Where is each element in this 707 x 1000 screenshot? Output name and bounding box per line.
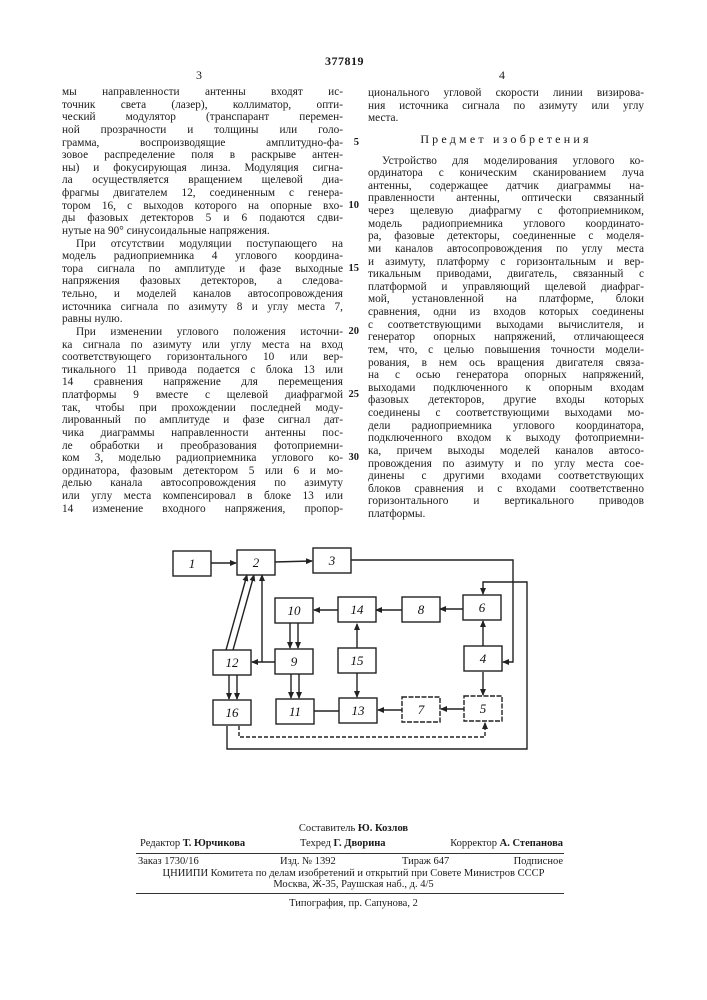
diagram-block-9 <box>275 649 313 674</box>
diagram-block-8 <box>402 597 440 622</box>
corrector-credit <box>450 838 563 849</box>
text-line: тора сигнала по амплитуде и фазе выходные <box>62 263 343 276</box>
compiler-name: Ю. Козлов <box>358 823 408 834</box>
text-line: или углу места компенсировал в блоке 13 или <box>62 490 343 503</box>
text-line: ной прозрачности и толщины или голо- <box>62 124 343 137</box>
text-line: выходами подключенного к опорным входам <box>368 382 644 395</box>
text-line: При изменении углового положения источни- <box>62 326 343 339</box>
text-line: генератор опорных напряжений, отличающееся <box>368 331 644 344</box>
text-line: места. <box>368 112 644 125</box>
techred-label: Техред <box>300 838 331 849</box>
text-line: модель радиоприемника 4 углового координа- <box>62 250 343 263</box>
text-line: антенны, содержащее датчик диаграммы на- <box>368 180 644 193</box>
diagram-block-6 <box>463 595 501 620</box>
block-label: 7 <box>418 702 425 717</box>
text-line: напряжения фазовых детекторов, а следова- <box>62 275 343 288</box>
text-line: ле обработки и преобразования фотоприемни- <box>62 440 343 453</box>
text-line: лированный по амплитуде и фазе сигнал дат- <box>62 414 343 427</box>
text-line: ординатора с коническим сканированием луча <box>368 167 644 180</box>
text-line: подключенного входом к выходу фотоприемни- <box>368 432 644 445</box>
compiler-credit <box>0 823 707 834</box>
block-label: 13 <box>352 703 366 718</box>
text-line: ка, причем выходы моделей каналов автосо- <box>368 445 644 458</box>
text-line: дели радиоприемника углового координатора, <box>368 420 644 433</box>
page-number-left: 3 <box>196 68 202 83</box>
diagram-block-15 <box>338 648 376 673</box>
footer-divider <box>136 893 564 894</box>
printer: Типография, пр. Сапунова, 2 <box>0 898 707 909</box>
diagram-block-1 <box>173 551 211 576</box>
block-label: 4 <box>480 651 487 666</box>
text-line: зовое распределение поля в раскрыве антен- <box>62 149 343 162</box>
order-number: Заказ 1730/16 <box>138 856 199 867</box>
diagram-block-13 <box>339 698 377 723</box>
text-line: 14 изменение входного напряжения, пропор- <box>62 503 343 516</box>
text-line: через щелевую диафрагму с фотоприемником, <box>368 205 644 218</box>
diagram-block-14 <box>338 597 376 622</box>
text-line: ми каналов автосопровождения по углу места <box>368 243 644 256</box>
text-line: динены с другими входами соответствующих <box>368 470 644 483</box>
line-number: 10 <box>345 200 359 211</box>
text-line: платформой и управляющий щелевой диафраг- <box>368 281 644 294</box>
text-line: так, чтобы при прохождении последней моду- <box>62 402 343 415</box>
text-line: мы направленности антенны входят ис- <box>62 86 343 99</box>
block-label: 6 <box>479 600 486 615</box>
text-line: ла осуществляется вращением щелевой диа- <box>62 174 343 187</box>
text-line: мой, установленной на платформе, блоки <box>368 293 644 306</box>
block-diagram <box>0 0 707 1000</box>
line-number: 5 <box>345 137 359 148</box>
diagram-block-16 <box>213 700 251 725</box>
address: Москва, Ж-35, Раушская наб., д. 4/5 <box>0 879 707 890</box>
techred-name: Г. Дворина <box>334 838 386 849</box>
text-line: ционального угловой скорости линии визирова- <box>368 87 644 100</box>
circulation: Тираж 647 <box>402 856 449 867</box>
text-line: ны) и фокусирующая линза. Модуляция сигна- <box>62 162 343 175</box>
edition-number: Изд. № 1392 <box>280 856 336 867</box>
text-line: модель радиоприемника углового координато- <box>368 218 644 231</box>
text-line: При отсутствии модуляции поступающего на <box>62 238 343 251</box>
line-number: 20 <box>345 326 359 337</box>
editor-label: Редактор <box>140 838 180 849</box>
text-line: чика диаграммы направленности антенны пос- <box>62 427 343 440</box>
text-line: ческий модулятор (транспарант перемен- <box>62 111 343 124</box>
line-number: 15 <box>345 263 359 274</box>
diagram-block-10 <box>275 598 313 623</box>
text-line: горизонтального и вертикального приводов <box>368 495 644 508</box>
text-line: соединены с соответствующими выходами мо- <box>368 407 644 420</box>
text-line: платформы 9 вместе с щелевой диафрагмой <box>62 389 343 402</box>
line-number: 30 <box>345 452 359 463</box>
text-line: с соответствующими выходами вычислителя, и <box>368 319 644 332</box>
corrector-name: А. Степанова <box>500 838 563 849</box>
corrector-label: Корректор <box>450 838 497 849</box>
compiler-label: Составитель <box>299 823 355 834</box>
text-line: тором 16, с выходов которого на опорные вхо- <box>62 200 343 213</box>
text-line: блоков сравнения и с входами соответственно <box>368 483 644 496</box>
claims-heading: Предмет изобретения <box>368 133 644 146</box>
text-line: ния источника сигнала по азимуту или углу <box>368 100 644 113</box>
diagram-block-11 <box>276 699 314 724</box>
text-line: тикального 11 привода подается с блока 13 или <box>62 364 343 377</box>
institute: ЦНИИПИ Комитета по делам изобретений и открытий при Совете Министров СССР <box>0 868 707 879</box>
patent-number: 377819 <box>325 54 364 69</box>
block-label: 3 <box>328 553 336 568</box>
text-line: фазовых детекторов, другие входы которых <box>368 394 644 407</box>
block-label: 8 <box>418 602 425 617</box>
text-line: сравнения, одни из входов которых соединены <box>368 306 644 319</box>
text-line: тем, что, с целью повышения точности модели- <box>368 344 644 357</box>
block-label: 10 <box>288 603 302 618</box>
block-label: 2 <box>253 555 260 570</box>
block-label: 1 <box>189 556 196 571</box>
text-line: ра, фазовые детекторы, соединенные с моделя- <box>368 230 644 243</box>
text-line: ком 3, моделью радиоприемника углового ко- <box>62 452 343 465</box>
block-label: 12 <box>226 655 240 670</box>
diagram-block-12 <box>213 650 251 675</box>
text-line: тельно, и моделей каналов автосопровождения <box>62 288 343 301</box>
block-label: 14 <box>351 602 365 617</box>
subscription: Подписное <box>514 856 563 867</box>
editor-name: Т. Юрчикова <box>183 838 245 849</box>
text-line: делью канала автосопровождения по азимуту <box>62 477 343 490</box>
text-line: и азимуту, платформу с горизонтальным и вер- <box>368 256 644 269</box>
text-line: нутые на 90° синусоидальные напряжения. <box>62 225 343 238</box>
page-number-right: 4 <box>499 68 505 83</box>
text-line: источника сигнала по азимуту 8 и углу места 7, <box>62 301 343 314</box>
line-number: 25 <box>345 389 359 400</box>
diagram-block-3 <box>313 548 351 573</box>
text-line: ка сигнала по азимуту или углу места на вход <box>62 339 343 352</box>
diagram-block-5 <box>464 696 502 721</box>
diagram-block-4 <box>464 646 502 671</box>
block-label: 5 <box>480 701 487 716</box>
text-line: Устройство для моделирования углового ко- <box>368 155 644 168</box>
text-line: на с осью генератора опорных напряжений, <box>368 369 644 382</box>
text-line: рования, в нем ось вращения двигателя связа- <box>368 357 644 370</box>
diagram-block-7 <box>402 697 440 722</box>
text-line: 14 сравнения напряжение для перемещения <box>62 376 343 389</box>
text-line: тикальным приводами, двигатель, связанный с <box>368 268 644 281</box>
text-line: равны нулю. <box>62 313 343 326</box>
text-line: точник света (лазер), коллиматор, опти- <box>62 99 343 112</box>
text-line: ординатора, фазовым детектором 5 или 6 и мо- <box>62 465 343 478</box>
diagram-block-2 <box>237 550 275 575</box>
block-label: 15 <box>351 653 365 668</box>
text-line: правленности антенны, оптически связанный <box>368 192 644 205</box>
text-line: платформы. <box>368 508 644 521</box>
text-line: фрагмы двигателем 12, соединенным с генера- <box>62 187 343 200</box>
block-label: 16 <box>226 705 240 720</box>
footer-divider <box>136 853 564 854</box>
text-line: провождения по азимуту и по углу места сое- <box>368 458 644 471</box>
techred-credit <box>300 838 386 849</box>
text-line: ды фазовых детекторов 5 и 6 подаются сдви- <box>62 212 343 225</box>
text-line: соответствующего горизонтального 10 или вер- <box>62 351 343 364</box>
block-label: 9 <box>291 654 298 669</box>
text-line: грамма, воспроизводящие амплитудно-фа- <box>62 137 343 150</box>
block-label: 11 <box>289 704 301 719</box>
editor-credit <box>140 838 245 849</box>
